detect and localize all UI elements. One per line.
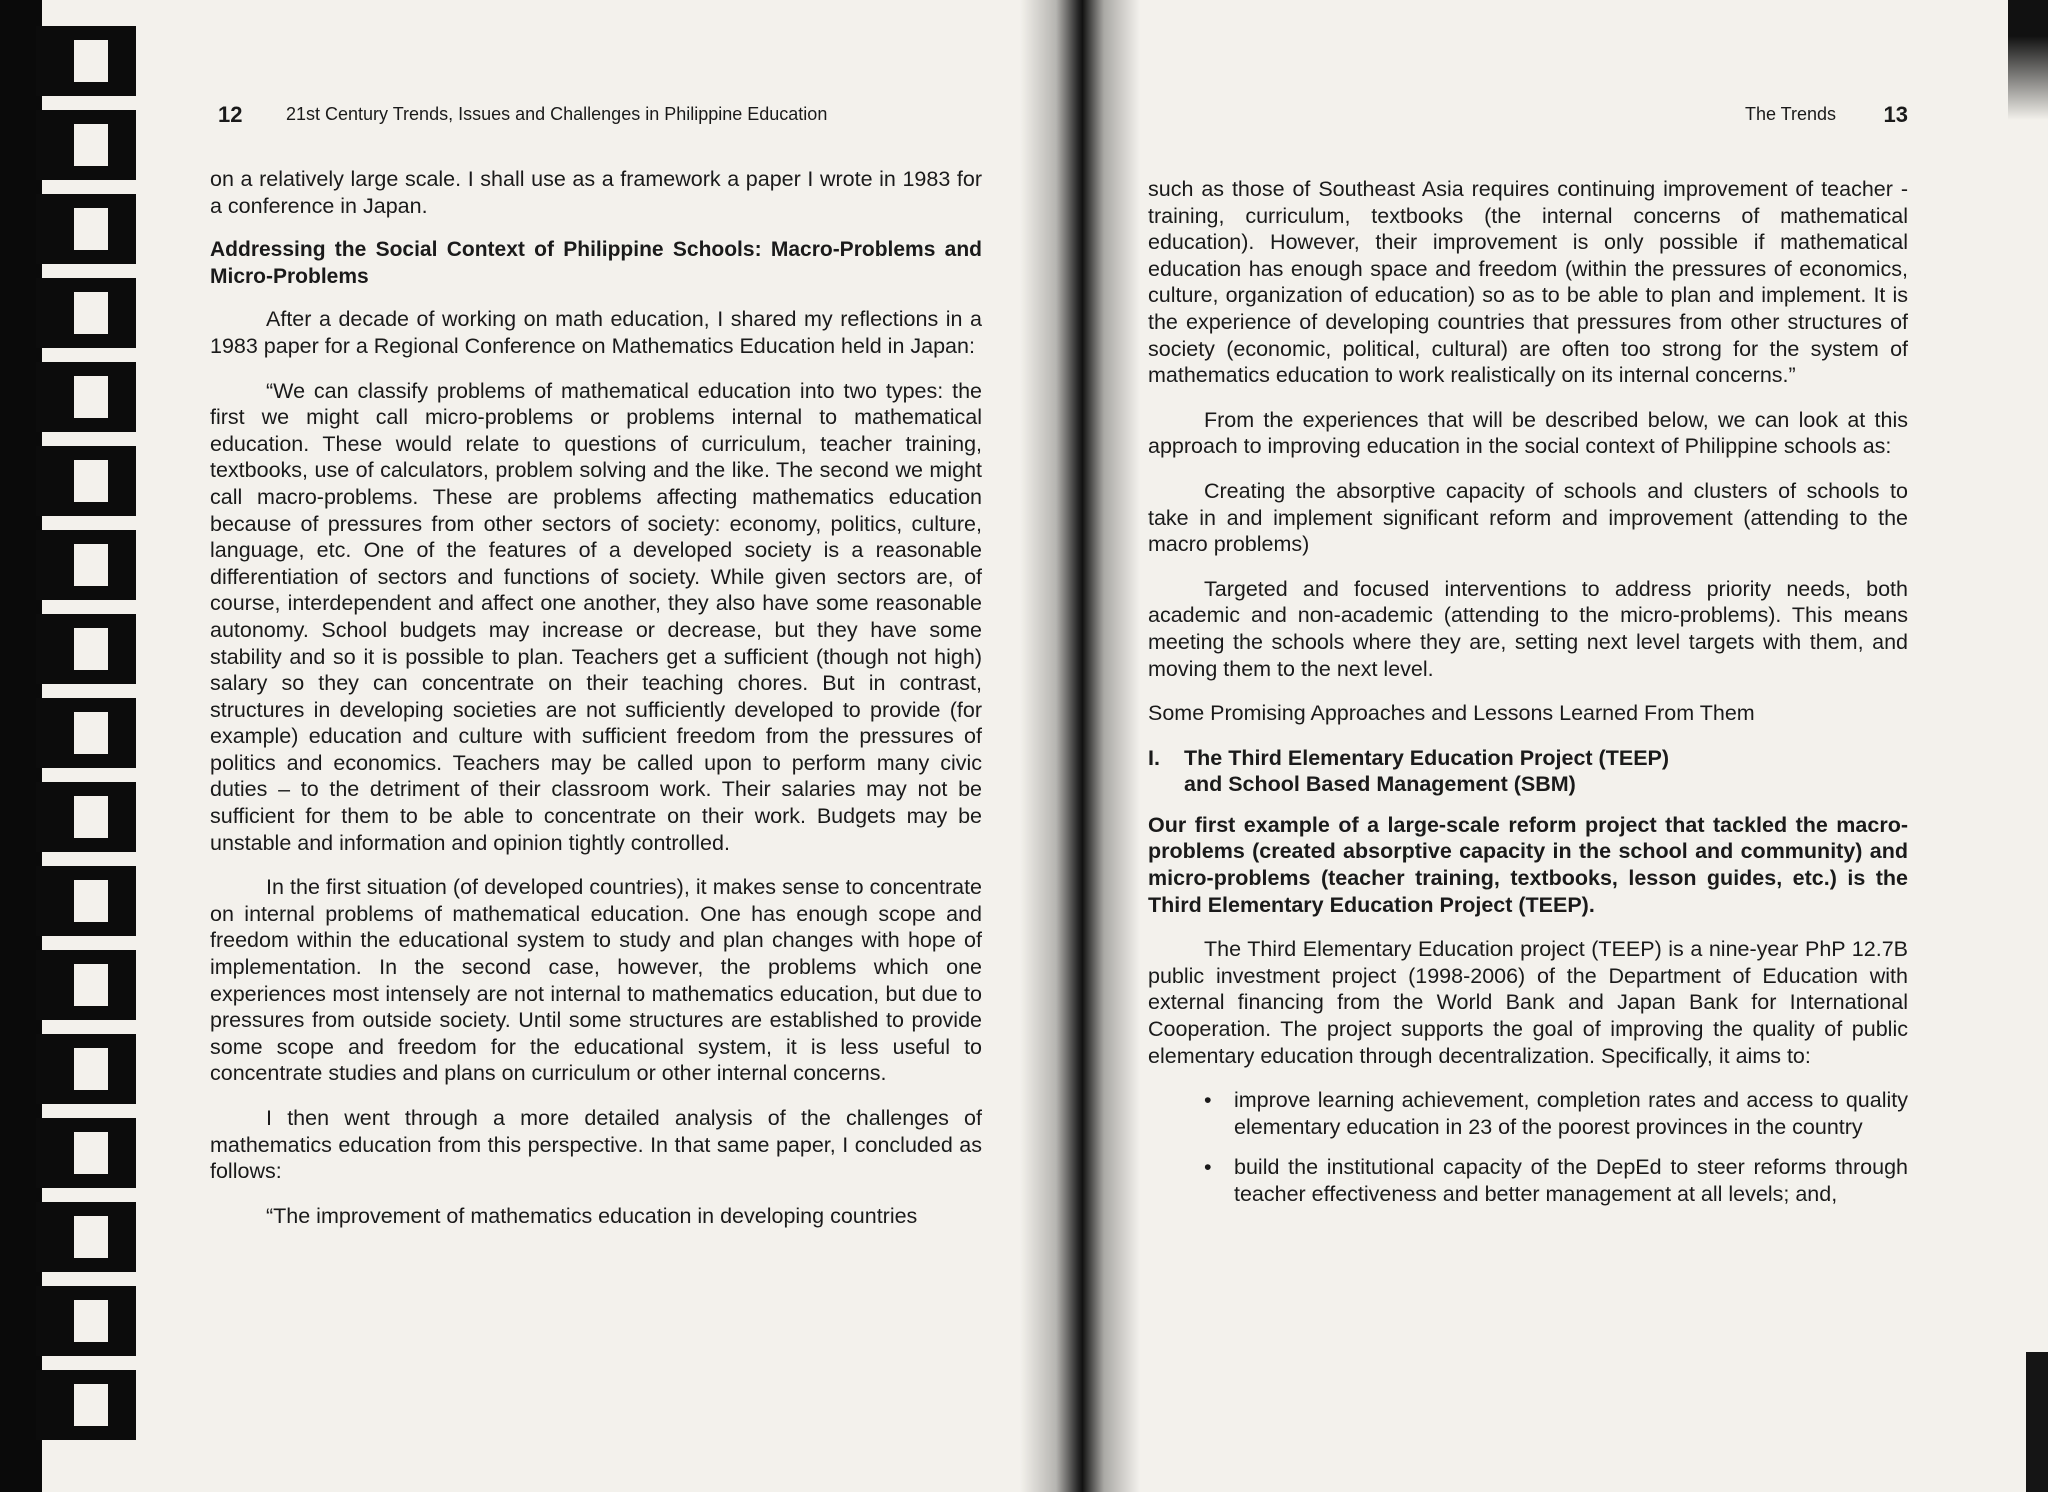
quote-paragraph: “We can classify problems of mathematical education into two types: the first we might call micro-problems or problems internal to mathematical education. These would relate to questions of curriculum, teacher training, textbooks, use of calculators, problem solving and the like. The second we might call macro-problems. These are problems affecting mathematics education because of pressures from other sectors of society: economy, politics, culture, language, etc. One of the features of a developed society is a reasonable differentiation of sectors and functions of society. While given sectors are, of course, interdependent and affect one another, they also have some reasonable autonomy. School budgets may increase or decrease, but they have some stability and so it is possible to plan. Teachers get a sufficient (though not high) salary so they can concentrate on their teaching chores. But in contrast, structures in developing societies are not sufficiently developed to provide (for example) education and culture with sufficient freedom from the pressures of politics and economics. Teachers may be called upon to perform many civic duties – to the detriment of their classroom work. Their salaries may not be sufficient for them to be able to concentrate on their work. Budgets may be unstable and information and opinion tightly controlled.: [210, 378, 982, 855]
quote-paragraph: such as those of Southeast Asia requires continuing improvement of teacher - training, curriculum, textbooks (the internal concerns of mathematical education). However, their improvement is only possible if mathematical education has enough space and freedom (within the pressures of economics, culture, organization of education) so as to be able to plan and implement. It is the experience of developing countries that pressures from other structures of society (economic, political, cultural) are often too strong for the system of mathematics education to work realistically on its internal concerns.”: [1148, 177, 1908, 388]
section-title-line: The Third Elementary Education Project (TEEP): [1184, 745, 1670, 770]
right-page: [1148, 0, 1908, 1492]
section-title-text: [1184, 745, 1669, 798]
page-number: 12: [218, 102, 243, 127]
paragraph: From the experiences that will be described below, we can look at this approach to improving education in the social context of Philippine schools as:: [1148, 407, 1908, 459]
paragraph: I then went through a more detailed analysis of the challenges of mathematics education from this perspective. In that same paper, I concluded as follows:: [210, 1106, 982, 1184]
page-edge: [2026, 1352, 2048, 1492]
binding-tab: [36, 530, 136, 600]
paragraph: After a decade of working on math education, I shared my reflections in a 1983 paper for a Regional Conference on Mathematics Education held in Japan:: [210, 307, 982, 358]
section-title-line: and School Based Management (SBM): [1184, 772, 1576, 797]
section-heading: Addressing the Social Context of Philippine Schools: Macro-Problems and Micro-Problems: [210, 238, 982, 288]
binding-tab: [36, 1370, 136, 1440]
binding-tab: [36, 362, 136, 432]
page-gutter: [1020, 0, 1140, 1492]
subsection-heading: Some Promising Approaches and Lessons Learned From Them: [1148, 701, 1755, 726]
binding-tab: [36, 614, 136, 684]
running-header: [210, 96, 982, 126]
binding-tab: [36, 698, 136, 768]
quote-paragraph: “The improvement of mathematics education in developing countries: [266, 1203, 918, 1228]
paragraph: In the first situation (of developed countries), it makes sense to concentrate on internal problems of mathematical education. One has enough scope and freedom within the educational system to study and plan changes with hope of implementation. In the second case, however, the problems which one experiences most intensely are not internal to mathematics education, but due to pressures from outside society. Until some structures are established to provide some scope and freedom for the educational system, it is less useful to concentrate studies and plans on curriculum or other internal concerns.: [210, 875, 982, 1086]
running-head-title: The Trends: [1744, 104, 1836, 124]
left-page: [210, 0, 982, 1492]
section-number: I.: [1148, 745, 1160, 770]
page-body: [1148, 176, 1908, 1222]
page-body: [210, 166, 982, 1247]
binding-tab: [36, 194, 136, 264]
list-item: • improve learning achievement, completion rates and access to quality elementary education in 23 of the poorest provinces in the country: [1204, 1087, 1908, 1140]
paragraph: Creating the absorptive capacity of schools and clusters of schools to take in and implement significant reform and improvement (attending to the macro problems): [1148, 478, 1908, 557]
running-header: [1148, 96, 1908, 126]
binding-tab: [36, 1286, 136, 1356]
bullet-list: [1204, 1087, 1908, 1207]
binding-tab: [36, 110, 136, 180]
binding-tab: [36, 950, 136, 1020]
paragraph: The Third Elementary Education project (TEEP) is a nine-year PhP 12.7B public investment project (1998-2006) of the Department of Education with external financing from the World Bank and Japan Bank for International Cooperation. The project supports the goal of improving the quality of public elementary education through decentralization. Specifically, it aims to:: [1148, 937, 1908, 1068]
binding-tab: [36, 446, 136, 516]
paragraph: on a relatively large scale. I shall use as a framework a paper I wrote in 1983 for a conference in Japan.: [210, 167, 982, 218]
binding-tab: [36, 26, 136, 96]
bold-paragraph: Our first example of a large-scale reform project that tackled the macro-problems (created absorptive capacity in the school and community) and micro-problems (teacher training, textbooks, lesson guides, etc.) is the Third Elementary Education Project (TEEP).: [1148, 812, 1908, 917]
binding-tab: [36, 1034, 136, 1104]
binding-tab: [36, 782, 136, 852]
binding-tab: [36, 1202, 136, 1272]
page-number: 13: [1883, 102, 1908, 127]
binding-tab: [36, 866, 136, 936]
running-head-title: 21st Century Trends, Issues and Challenges in Philippine Education: [286, 104, 828, 124]
page-edge: [2008, 0, 2048, 120]
paragraph: Targeted and focused interventions to address priority needs, both academic and non-academic (attending to the micro-problems). This means meeting the schools where they are, setting next level targets with them, and moving them to the next level.: [1148, 576, 1908, 681]
binding-tab: [36, 278, 136, 348]
list-item: • build the institutional capacity of the DepEd to steer reforms through teacher effectiveness and better management at all levels; and,: [1204, 1154, 1908, 1207]
binding-tab: [36, 1118, 136, 1188]
section-title: [1148, 745, 1908, 798]
